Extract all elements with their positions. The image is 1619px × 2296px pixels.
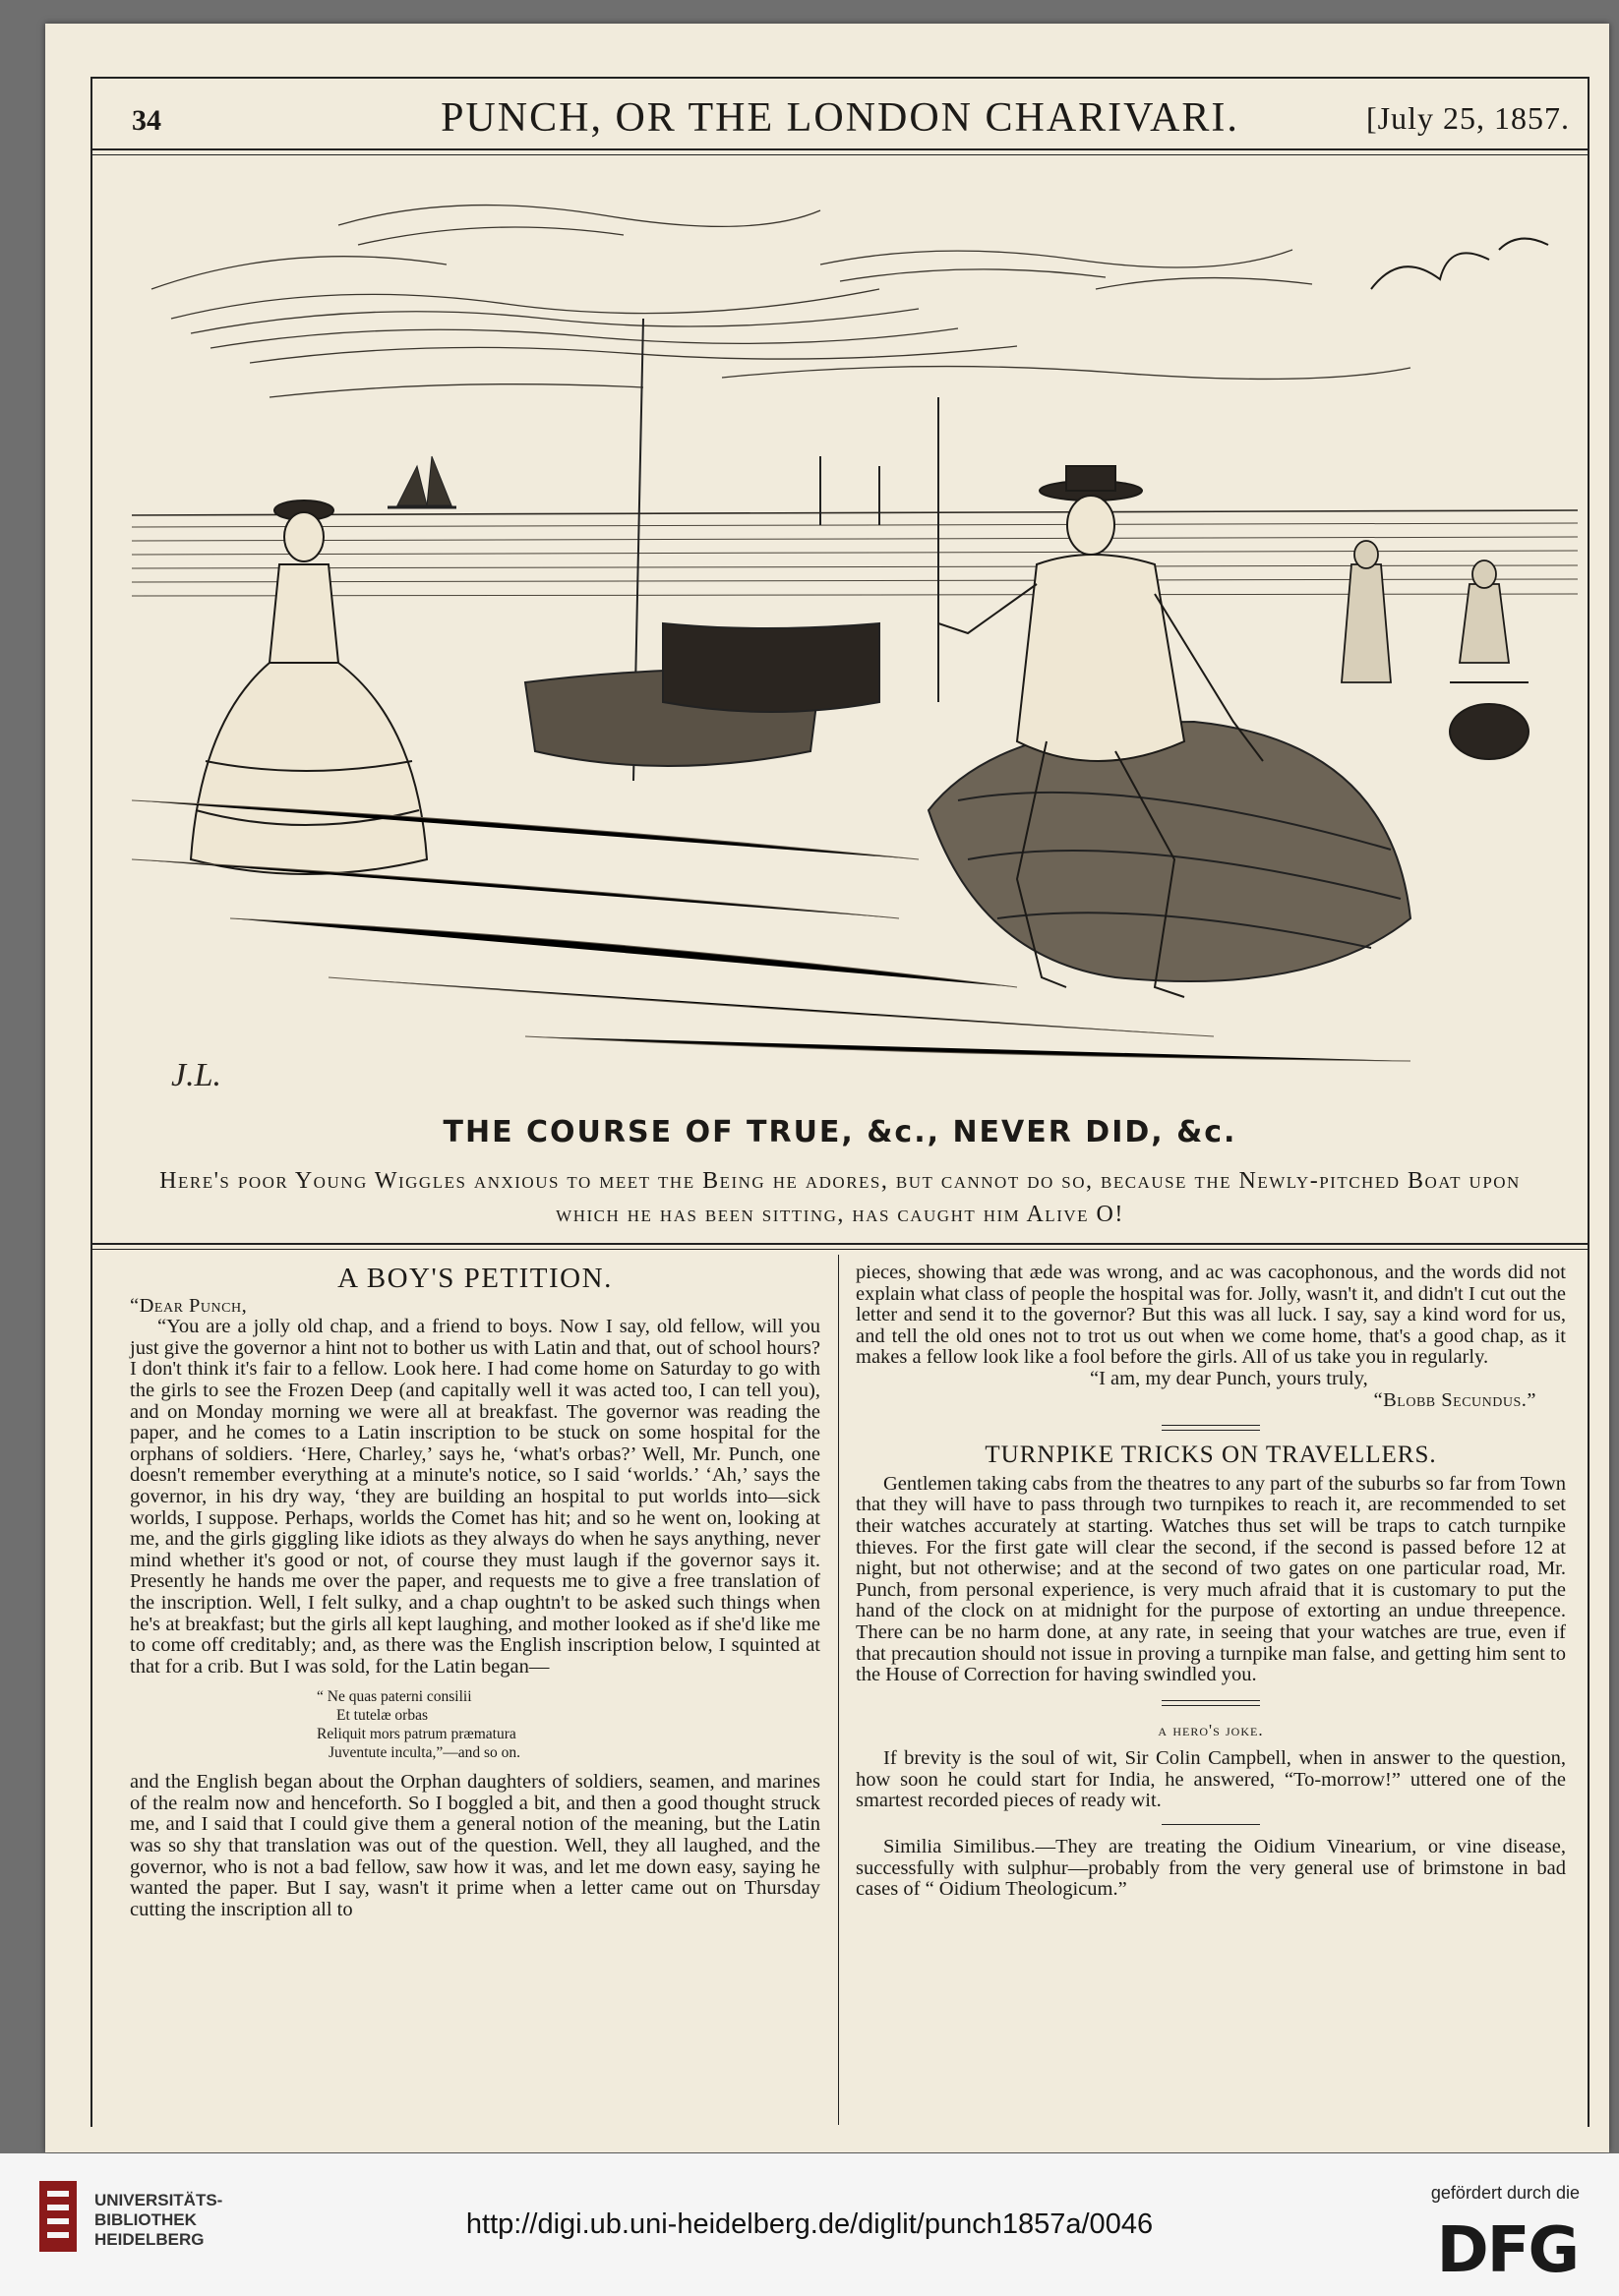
page-number: 34 [132,104,161,137]
cartoon-title: THE COURSE OF TRUE, &c., NEVER DID, &c. [443,1115,1237,1149]
heros-joke-heading: a hero's joke. [1158,1720,1264,1739]
turnpike-heading: TURNPIKE TRICKS ON TRAVELLERS. [985,1442,1437,1469]
similia-body: Similia Similibus.—They are treating the Oidium Vinearium, or vine disease, successfully with sulphur—probably from the very general use of brimstone in bad cases of “ Oidium Theologicum.” [856,1836,1566,1901]
issue-date: [July 25, 1857. [1366,100,1570,136]
petition-continuation: pieces, showing that æde was wrong, and ac was cacophonous, and the words did not explain what class of people the hospital was for. Jolly, wasn't it, and didn't I cut out the letter and send it to the governor? But this was all luck. I say, say a kind word for us, and tell the old ones not to trot us out when we come home, that's a good chap, as it makes a fellow look like a fool before the girls. All of us take you in regularly. [856,1262,1566,1369]
frame-top-rule [90,77,1589,79]
digitization-footer [0,2153,1619,2296]
boys-petition-heading: A BOY'S PETITION. [337,1263,613,1294]
publication-title: PUNCH, OR THE LONDON CHARIVARI. [441,95,1239,141]
section-rule [90,1243,1589,1250]
frame-left-rule [90,77,92,2127]
right-column [856,1263,1566,1901]
dfg-logo: DFG [1436,2214,1578,2287]
artist-signature: J.L. [171,1057,221,1093]
funding-caption: gefördert durch die [1430,2183,1580,2203]
petition-closing: “I am, my dear Punch, yours truly, [1090,1367,1368,1389]
article-separator [1162,1700,1260,1706]
cartoon-caption: Here's poor Young Wiggles anxious to meet the Being he adores, but cannot do so, because the Newly-pitched Boat upon which he has been sitting, has caught him Alive O! [159,1168,1521,1227]
left-column [130,1263,820,1920]
masthead-rule [90,148,1589,155]
newspaper-page [45,24,1609,2152]
column-divider [838,1255,839,2125]
petition-paragraph-2: and the English began about the Orphan daughters of soldiers, seamen, and marines of the realm now and henceforth. So I boggled a bit, and then a good thought struck me, and I said that I could give them a general notion of the meaning, but the Latin was so shy that translation was out of the question. Well, they all laughed, and the governor, who is not a bad fellow, saw how it was, and let me down easy, saying he wanted the paper. But I say, wasn't it prime when a letter came out on Thursday cutting the inscription all to [130,1771,820,1920]
petition-salutation: “Dear Punch, [130,1294,248,1317]
verse-line: “ Ne quas paterni consilii [317,1688,472,1706]
article-separator [1162,1824,1260,1825]
cartoon-illustration [132,171,1578,1100]
article-separator [1162,1425,1260,1431]
verse-line: Et tutelæ orbas [336,1707,428,1725]
verse-line: Juventute inculta,”—and so on. [329,1744,520,1762]
verse-line: Reliquit mors patrum præmatura [317,1726,516,1743]
institution-name: UNIVERSITÄTS- BIBLIOTHEK HEIDELBERG [94,2191,223,2249]
petition-paragraph-1: “You are a jolly old chap, and a friend to boys. Now I say, old fellow, will you just give the governor a hint not to bother us with Latin and that, out of school hours? I don't think it's fair to a fellow. Look here. I had come home on Saturday to go with the girls to see the Frozen Deep (and capitally well it was acted too, I can tell you), and on Monday morning we were all at breakfast. The governor was reading the paper, and he comes to a Latin inscription to be stuck on some hospital for the orphans of soldiers. ‘Here, Charley,’ says he, ‘what's orbas?’ Well, Mr. Punch, one doesn't remember everything at a minute's notice, so I said ‘worlds.’ ‘Ah,’ says the governor, in his dry way, ‘they are building an hospital to put worlds into—sick worlds, I suppose. Perhaps, worlds the Comet has hit; and so he went on, looking at me, and the girls giggling like idiots as they always do when he says anything, never mind whether it's good or not, of course they must laugh if the governor says it. Presently he hands me over the paper, and requests me to give a free translation of the inscription. Well, I felt sulky, and a chap oughtn't to be asked such things when he's at breakfast; but the girls all kept laughing, and mother looked as if she'd like me to come off creditably; and, as there was the English inscription below, I squinted at that for a crib. But I was sold, for the Latin began— [130,1316,820,1678]
frame-right-rule [1588,77,1589,2127]
latin-verse [317,1687,820,1762]
cartoon-drawing [132,171,1578,1100]
masthead [90,85,1589,144]
source-url-link[interactable]: http://digi.ub.uni-heidelberg.de/diglit/punch1857a/0046 [465,2208,1154,2240]
turnpike-body: Gentlemen taking cabs from the theatres to any part of the suburbs so far from Town that they will have to pass through two turnpikes to reach it, are recommended to set their watches accurately at starting. Watches thus set will be traps to catch turnpike thieves. For the first gate will clear the second, if the second is passed before 12 at night, but not otherwise; and at the second of two gates on one particular road, Mr. Punch, from personal experience, is very much afraid that it is customary to put the hand of the clock on at midnight for the purpose of extorting an undue threepence. There can be no harm done, at any rate, in seeing that your watches are true, even if that precaution should not issue in proving a turnpike man false, and getting him sent to the House of Correction for having swindled you. [856,1472,1566,1686]
petition-signature: “Blobb Secundus.” [1373,1388,1536,1411]
heros-joke-body: If brevity is the soul of wit, Sir Colin Campbell, when in answer to the question, how soon he could start for India, he answered, “To-morrow!” uttered one of the smartest recorded pieces of ready wit. [856,1747,1566,1812]
